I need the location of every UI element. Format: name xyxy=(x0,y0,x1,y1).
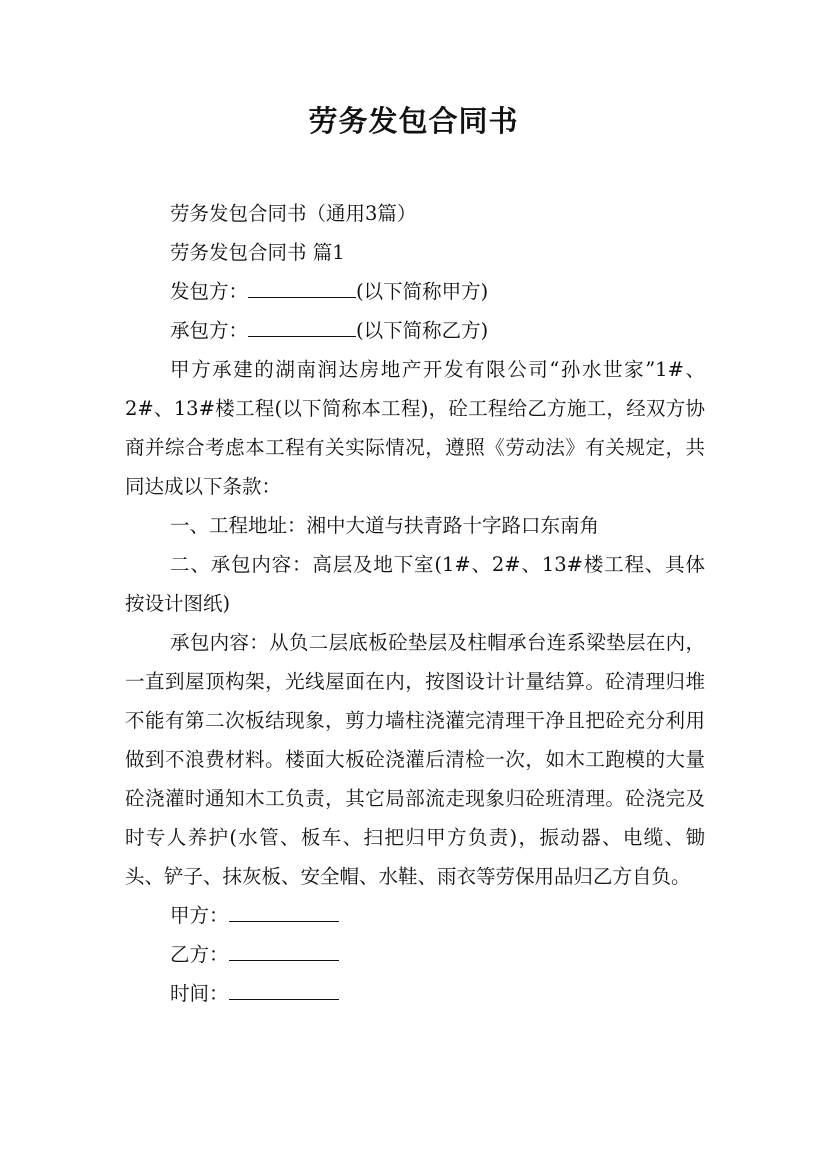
signature-date xyxy=(125,974,705,1013)
signature-date-blank xyxy=(229,975,339,1000)
clause-2: 二、承包内容：高层及地下室(1#、2#、13#楼工程、具体按设计图纸) xyxy=(125,553,705,615)
document-title: 劳务发包合同书 xyxy=(308,104,519,138)
signature-party-b-blank xyxy=(229,936,339,961)
signature-date-label: 时间： xyxy=(170,982,229,1005)
party-b-label: 承包方： xyxy=(170,319,249,342)
signature-party-b xyxy=(125,935,705,974)
clause-1: 一、工程地址：湘中大道与扶青路十字路口东南角 xyxy=(170,514,600,537)
scope-paragraph: 承包内容：从负二层底板砼垫层及柱帽承台连系梁垫层在内，一直到屋顶构架，光线屋面在内，按图设计计量结算。砼清理归堆不能有第二次板结现象，剪力墙柱浇灌完清理干净且把砼充分利用做到不浪费材料。楼面大板砼浇灌后清检一次，如木工跑模的大量砼浇灌时通知木工负责，其它局部流走现象归砼班清理。砼浇完及时专人养护(水管、板车、扫把归甲方负责)，振动器、电缆、锄头、铲子、抹灰板、安全帽、水鞋、雨衣等劳保用品归乙方自负。 xyxy=(125,631,705,888)
document-subtitle: 劳务发包合同书（通用3篇） xyxy=(170,202,417,225)
signature-party-b-label: 乙方： xyxy=(170,943,229,966)
signature-party-a-label: 甲方： xyxy=(170,904,229,927)
intro-paragraph: 甲方承建的湖南润达房地产开发有限公司“孙水世家”1#、2#、13#楼工程(以下简称本工程)，砼工程给乙方施工，经双方协商并综合考虑本工程有关实际情况，遵照《劳动法》有关规定，共同达成以下条款： xyxy=(125,358,705,498)
party-b-blank xyxy=(248,312,356,337)
party-a-blank xyxy=(248,273,356,298)
document-body xyxy=(125,194,705,1013)
party-b-suffix: (以下简称乙方) xyxy=(356,319,489,342)
section-heading: 劳务发包合同书 篇1 xyxy=(170,241,345,264)
signature-party-a-blank xyxy=(229,897,339,922)
signature-party-a xyxy=(125,896,705,935)
party-b-line xyxy=(125,311,705,350)
party-a-label: 发包方： xyxy=(170,280,249,303)
party-a-suffix: (以下简称甲方) xyxy=(356,280,489,303)
party-a-line xyxy=(125,272,705,311)
